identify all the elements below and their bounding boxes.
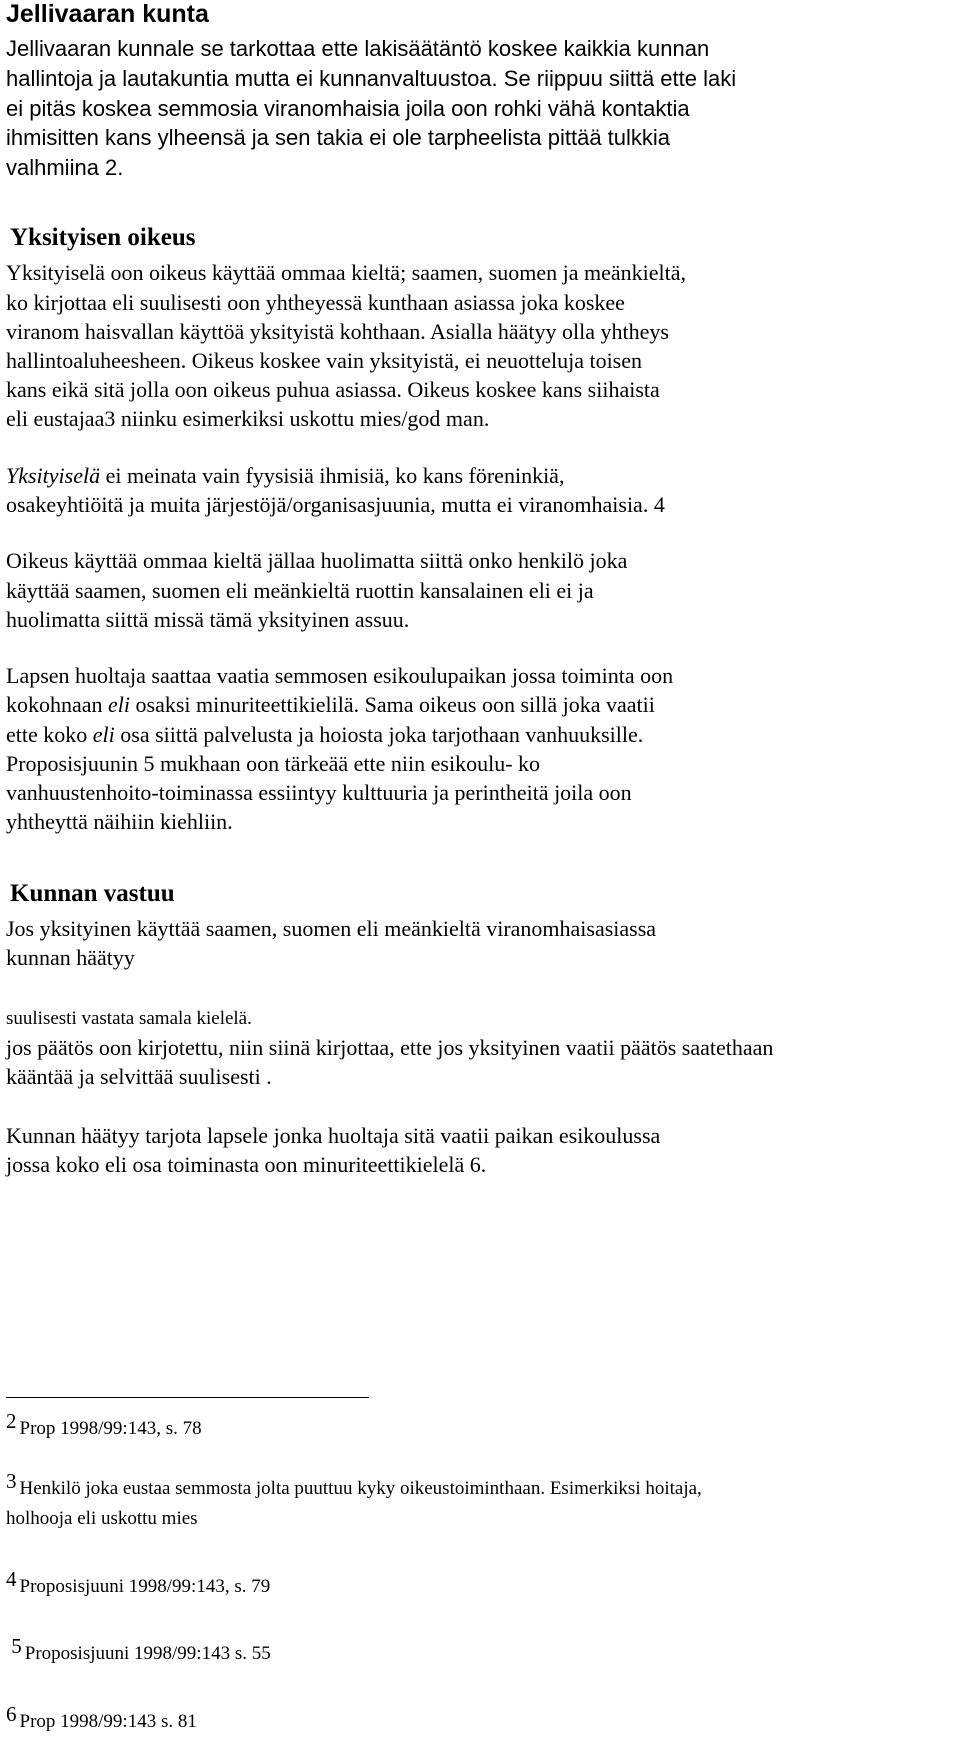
paragraph-line: kääntää ja selvittää suulisesti . [6, 1064, 272, 1089]
footnote-continuation: holhooja eli uskottu mies [6, 1508, 198, 1529]
footnote-number: 5 [6, 1634, 22, 1658]
footnote-text: Henkilö joka eustaa semmosta jolta puuttuu kyky oikeustoiminthaan. Esimerkiksi hoitaja, [19, 1478, 702, 1499]
text-run: kokohnaan [6, 692, 109, 717]
text-run: ette koko [6, 722, 93, 747]
footnote-number: 2 [6, 1409, 17, 1433]
paragraph-line: jossa koko eli osa toiminasta oon minuriteettikielelä 6. [6, 1152, 487, 1177]
paragraph-line: ko kirjottaa eli suulisesti oon yhtheyessä kunthaan asiassa joka koskee [6, 290, 625, 315]
paragraph-line: huolimatta siittä missä tämä yksityinen assuu. [6, 607, 410, 632]
footnote-text: Proposisjuuni 1998/99:143 s. 55 [24, 1643, 271, 1664]
italic-term: Yksityiselä [6, 463, 101, 488]
paragraph-line: Jellivaaran kunnale se tarkottaa ette lakisäätäntö koskee kaikkia kunnan [6, 36, 710, 61]
paragraph-line: Kunnan häätyy tarjota lapsele jonka huoltaja sitä vaatii paikan esikoulussa [6, 1123, 661, 1148]
footnote [6, 1634, 271, 1670]
paragraph-line: yhtheyttä näihiin kiehliin. [6, 809, 233, 834]
footnote-text: Prop 1998/99:143, s. 78 [19, 1418, 202, 1439]
paragraph-line [6, 719, 643, 751]
paragraph-line: käyttää saamen, suomen eli meänkieltä ruottin kansalainen eli ei ja [6, 578, 594, 603]
footnote-text: Proposisjuuni 1998/99:143, s. 79 [19, 1576, 271, 1597]
paragraph-line: vanhuustenhoito-toiminassa essiintyy kulttuuria ja perintheitä joila oon [6, 780, 632, 805]
footnote-text: Prop 1998/99:143 s. 81 [19, 1711, 197, 1732]
italic-term: eli [108, 692, 131, 717]
heading-kunnan-vastuu: Kunnan vastuu [10, 880, 175, 907]
text-run: ei meinata vain fyysisiä ihmisiä, ko kans föreninkiä, [100, 463, 565, 488]
paragraph-line: valhmiina 2. [6, 155, 124, 180]
paragraph-line: Proposisjuunin 5 mukhaan oon tärkeää ette niin esikoulu- ko [6, 751, 541, 776]
paragraph-line: viranom haisvallan käyttöä yksityistä kohthaan. Asialla häätyy olla yhtheys [6, 319, 669, 344]
text-run: osa siittä palvelusta ja hoiosta joka tarjothaan vanhuuksille. [114, 722, 644, 747]
footnote [6, 1567, 271, 1603]
heading-yksityisen-oikeus: Yksityisen oikeus [10, 224, 196, 251]
paragraph-line: hallintoja ja lautakuntia mutta ei kunnanvaltuustoa. Se riippuu siittä ette laki [6, 66, 737, 91]
paragraph-line [6, 689, 655, 721]
paragraph-line: jos päätös oon kirjotettu, niin siinä kirjottaa, ette jos yksityinen vaatii päätös saatethaan [6, 1035, 774, 1060]
footnote-number: 4 [6, 1567, 17, 1591]
paragraph-line: ihmisitten kans ylheensä ja sen takia ei ole tarpheelista pittää tulkkia [6, 125, 671, 150]
paragraph-line: Lapsen huoltaja saattaa vaatia semmosen esikoulupaikan jossa toiminta oon [6, 663, 674, 688]
paragraph-line: suulisesti vastata samala kielelä. [6, 1008, 252, 1029]
footnote [6, 1469, 702, 1505]
text-run: osaksi minuriteettikielilä. Sama oikeus oon sillä joka vaatii [130, 692, 655, 717]
footnote-number: 6 [6, 1702, 17, 1726]
paragraph-line: kunnan häätyy [6, 945, 135, 970]
paragraph-line: Jos yksityinen käyttää saamen, suomen eli meänkieltä viranomhaisasiassa [6, 916, 657, 941]
italic-term: eli [92, 722, 115, 747]
paragraph-line [6, 460, 564, 492]
paragraph-line: osakeyhtiöitä ja muita järjestöjä/organisasjuunia, mutta ei viranomhaisia. 4 [6, 492, 665, 517]
footnote-separator [6, 1397, 369, 1398]
footnote-number: 3 [6, 1469, 17, 1493]
paragraph-line: Oikeus käyttää ommaa kieltä jällaa huolimatta siittä onko henkilö joka [6, 548, 628, 573]
heading-jellivaaran-kunta: Jellivaaran kunta [6, 0, 209, 28]
paragraph-line: kans eikä sitä jolla oon oikeus puhua asiassa. Oikeus koskee kans siihaista [6, 377, 660, 402]
paragraph-line: eli eustajaa3 niinku esimerkiksi uskottu mies/god man. [6, 406, 490, 431]
footnote [6, 1702, 197, 1738]
paragraph-line: hallintoaluheesheen. Oikeus koskee vain yksityistä, ei neuotteluja toisen [6, 348, 643, 373]
paragraph-line: Yksityiselä oon oikeus käyttää ommaa kieltä; saamen, suomen ja meänkieltä, [6, 260, 686, 285]
paragraph-line: ei pitäs koskea semmosia viranomhaisia joila oon rohki vähä kontaktia [6, 96, 690, 121]
footnote [6, 1409, 202, 1445]
